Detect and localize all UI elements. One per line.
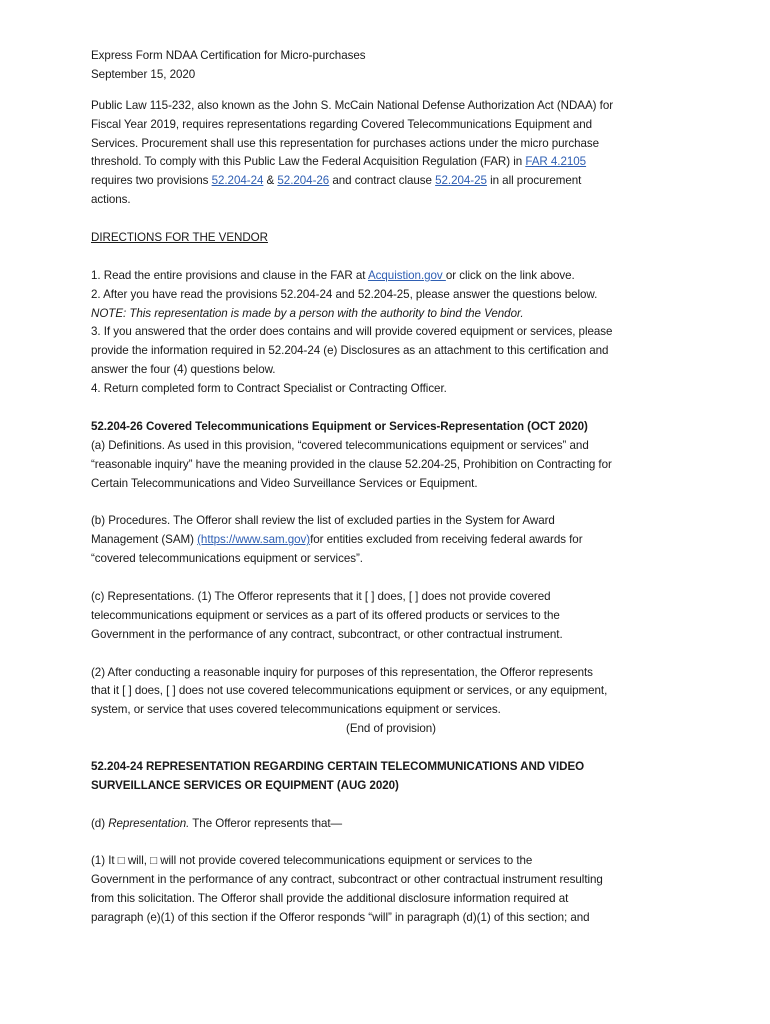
- intro-text: threshold. To comply with this Public Law the Federal Acquisition Regulation (FAR) in: [91, 155, 526, 169]
- section-heading: 52.204-24 REPRESENTATION REGARDING CERTAIN TELECOMMUNICATIONS AND VIDEO: [91, 759, 585, 773]
- spacer: [91, 645, 691, 664]
- sam-gov-link[interactable]: (https://www.sam.gov): [197, 533, 311, 547]
- intro-text: &: [263, 174, 278, 188]
- direction-item: 4. Return completed form to Contract Specialist or Contracting Officer.: [91, 382, 447, 396]
- procedures-text: Management (SAM): [91, 533, 198, 547]
- representation-intro: [91, 815, 691, 834]
- direction-item: [91, 267, 691, 286]
- spacer: [91, 739, 691, 758]
- section-52-204-26: [91, 418, 691, 739]
- intro-line: Public Law 115-232, also known as the John S. McCain National Defense Authorization Act (NDAA) for: [91, 98, 614, 112]
- rep-label: Representation.: [108, 816, 190, 830]
- spacer: [91, 834, 691, 853]
- direction-item: provide the information required in 52.204-24 (e) Disclosures as an attachment to this certification and: [91, 344, 609, 358]
- definitions-line: “reasonable inquiry” have the meaning provided in the clause 52.204-25, Prohibition on Contracting for: [91, 457, 612, 471]
- representation-line: Government in the performance of any contract, subcontract, or other contractual instrument.: [91, 627, 563, 641]
- direction-item: 3. If you answered that the order does contains and will provide covered equipment or services, please: [91, 325, 613, 339]
- will-provide-line: (1) It □ will, □ will not provide covered telecommunications equipment or services to the: [91, 854, 533, 868]
- provision-52-204-26-link[interactable]: 52.204-26: [277, 174, 330, 188]
- definitions-line: (a) Definitions. As used in this provision, “covered telecommunications equipment or services” and: [91, 438, 589, 452]
- intro-line: [91, 172, 691, 191]
- section-52-204-24: [91, 758, 691, 928]
- spacer: [91, 493, 691, 512]
- directions-heading: DIRECTIONS FOR THE VENDOR: [91, 231, 268, 245]
- representation-line: that it [ ] does, [ ] does not use covered telecommunications equipment or services, or any equipment,: [91, 684, 608, 698]
- section-heading: 52.204-26 Covered Telecommunications Equipment or Services-Representation (OCT 2020): [91, 419, 588, 433]
- acquisition-gov-link[interactable]: Acquistion.gov: [367, 268, 446, 282]
- end-of-provision: (End of provision): [346, 722, 436, 736]
- section-heading: SURVEILLANCE SERVICES OR EQUIPMENT (AUG 2020): [91, 778, 399, 792]
- rep-prefix: (d): [91, 816, 109, 830]
- directions-section: [91, 229, 691, 399]
- procedures-text: for entities excluded from receiving federal awards for: [310, 533, 583, 547]
- will-provide-line: from this solicitation. The Offeror shall provide the additional disclosure information required at: [91, 892, 569, 906]
- direction-text: or click on the link above.: [445, 268, 575, 282]
- representation-line: telecommunications equipment or services as a part of its offered products or services to the: [91, 608, 560, 622]
- representation-line: system, or service that uses covered telecommunications equipment or services.: [91, 703, 501, 717]
- intro-line: Services. Procurement shall use this representation for purchases actions under the micro purchase: [91, 136, 600, 150]
- direction-item: 2. After you have read the provisions 52.204-24 and 52.204-25, please answer the questions below.: [91, 287, 598, 301]
- spacer: [91, 85, 691, 97]
- form-date: September 15, 2020: [91, 67, 196, 81]
- far-4-2105-link[interactable]: FAR 4.2105: [525, 155, 587, 169]
- representation-line: (c) Representations. (1) The Offeror represents that it [ ] does, [ ] does not provide covered: [91, 589, 551, 603]
- procedures-line: (b) Procedures. The Offeror shall review the list of excluded parties in the System for Award: [91, 514, 555, 528]
- will-provide-line: paragraph (e)(1) of this section if the Offeror responds “will” in paragraph (d)(1) of this section; and: [91, 911, 590, 925]
- authority-note: NOTE: This representation is made by a person with the authority to bind the Vendor.: [91, 306, 524, 320]
- rep-text: The Offeror represents that—: [189, 816, 343, 830]
- representation-line: (2) After conducting a reasonable inquiry for purposes of this representation, the Offeror represents: [91, 665, 593, 679]
- intro-text: and contract clause: [329, 174, 436, 188]
- intro-text: requires two provisions: [91, 174, 212, 188]
- provision-52-204-24-link[interactable]: 52.204-24: [211, 174, 264, 188]
- intro-line: actions.: [91, 193, 131, 207]
- direction-item: answer the four (4) questions below.: [91, 363, 276, 377]
- spacer: [91, 399, 691, 418]
- direction-text: 1. Read the entire provisions and clause in the FAR at: [91, 268, 368, 282]
- procedures-line: “covered telecommunications equipment or services”.: [91, 552, 363, 566]
- spacer: [91, 248, 691, 267]
- clause-52-204-25-link[interactable]: 52.204-25: [435, 174, 487, 188]
- procedures-line: [91, 531, 691, 550]
- definitions-line: Certain Telecommunications and Video Surveillance Services or Equipment.: [91, 476, 478, 490]
- document-body: [91, 47, 691, 928]
- spacer: [91, 210, 691, 229]
- intro-line: [91, 153, 691, 172]
- spacer: [91, 569, 691, 588]
- intro-text: in all procurement: [486, 174, 582, 188]
- will-provide-line: Government in the performance of any contract, subcontract or other contractual instrument resulting: [91, 873, 603, 887]
- intro-line: Fiscal Year 2019, requires representations regarding Covered Telecommunications Equipment and: [91, 117, 593, 131]
- spacer: [91, 796, 691, 815]
- intro-paragraph: [91, 97, 691, 210]
- form-title: Express Form NDAA Certification for Micro-purchases: [91, 49, 366, 62]
